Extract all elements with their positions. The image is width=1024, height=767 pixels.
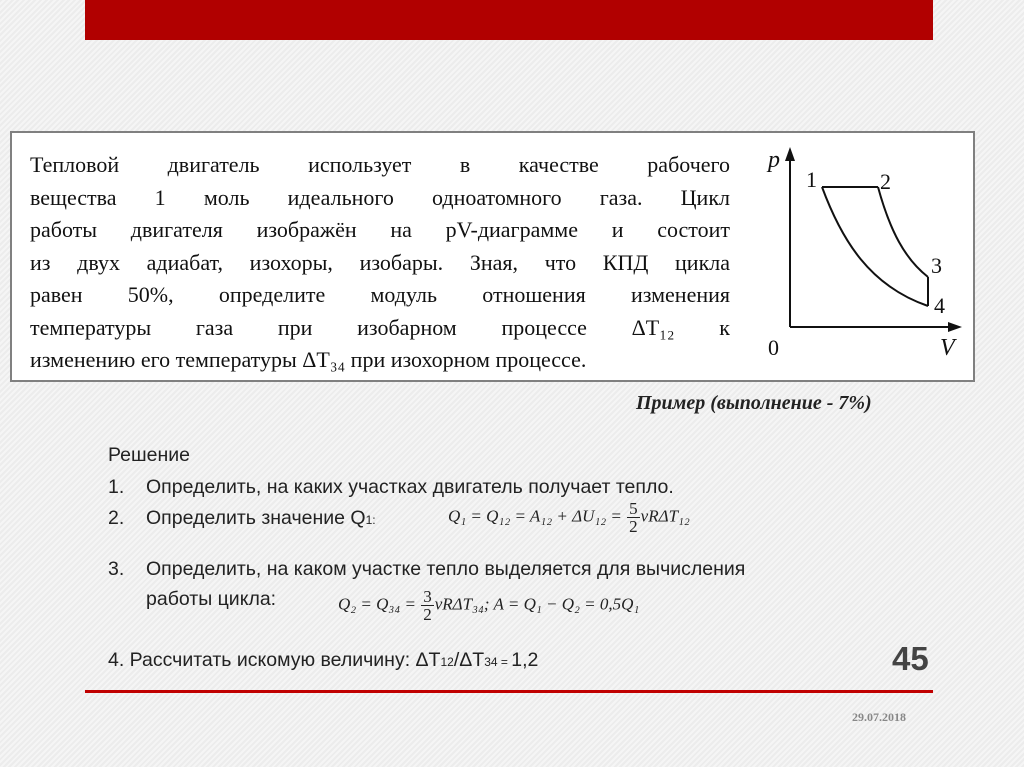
step-text: Определить, на каких участках двигатель получает тепло. xyxy=(146,476,674,498)
step-1 xyxy=(108,476,674,499)
step-number: 3. xyxy=(108,558,125,580)
point-1-label: 1 xyxy=(806,167,817,192)
formula-lhs: Q₂ = Q₃₄ = xyxy=(338,594,421,614)
step-text: /ΔT xyxy=(453,649,485,671)
point-4-label: 4 xyxy=(934,293,945,318)
fraction xyxy=(421,588,434,623)
step-text: 4. Рассчитать искомую величину: ΔT xyxy=(108,649,441,671)
step-subscript: 1 xyxy=(365,513,373,527)
solution-heading: Решение xyxy=(108,444,190,466)
step-text: Определить, на каком участке тепло выделяется для вычисления xyxy=(146,558,746,580)
problem-text xyxy=(30,149,730,377)
point-3-label: 3 xyxy=(931,253,942,278)
v-axis-arrow xyxy=(948,322,962,332)
fraction-numerator: 3 xyxy=(423,587,432,606)
problem-line: вещества 1 моль идеального одноатомного газа. Цикл xyxy=(30,184,730,210)
fraction-denominator: 2 xyxy=(423,605,432,624)
point-2-label: 2 xyxy=(880,169,891,194)
formula-lhs: Q₁ = Q₁₂ = A₁₂ + ΔU₁₂ = xyxy=(448,506,627,526)
problem-line: равен 50%, определите модуль отношения изменения xyxy=(30,282,730,307)
problem-line: Тепловой двигатель использует в качестве рабочего xyxy=(30,152,730,177)
fraction xyxy=(627,500,640,535)
formula-rhs: νRΔT₃₄; A = Q₁ − Q₂ = 0,5Q₁ xyxy=(434,594,640,614)
step-3-continuation: работы цикла: xyxy=(146,588,277,610)
problem-line: работы двигателя изображён на pV-диаграмме и состоит xyxy=(30,217,730,242)
origin-label: 0 xyxy=(768,335,779,360)
step-4 xyxy=(108,649,538,672)
step-subscript: 12 xyxy=(440,655,454,669)
step-2 xyxy=(108,507,376,530)
example-caption: Пример (выполнение - 7%) xyxy=(636,392,872,414)
problem-line: изменению его температуры ΔT₃₄ при изохорном процессе. xyxy=(30,347,587,372)
p-axis-label: p xyxy=(768,147,780,173)
slide-number: 45 xyxy=(892,640,929,677)
problem-box xyxy=(10,131,975,382)
fraction-numerator: 5 xyxy=(629,499,638,518)
footer-rule xyxy=(85,690,933,693)
adiabat-1-4 xyxy=(822,187,928,306)
step-colon: : xyxy=(372,513,376,527)
step-text: Определить значение Q xyxy=(146,507,366,529)
slide-date: 29.07.2018 xyxy=(852,710,906,724)
pv-diagram-svg xyxy=(760,141,970,371)
problem-line: температуры газа при изобарном процессе ΔT₁₂ к xyxy=(30,314,730,340)
problem-line: из двух адиабат, изохоры, изобары. Зная, что КПД цикла xyxy=(30,249,730,275)
formula-rhs: νRΔT₁₂ xyxy=(640,506,690,526)
step-3 xyxy=(108,558,745,581)
formula-q2 xyxy=(338,588,639,623)
step-number: 1. xyxy=(108,476,125,498)
title-bar xyxy=(85,0,933,40)
result-value: 1,2 xyxy=(511,649,539,671)
step-subscript: 34 xyxy=(484,655,498,669)
fraction-denominator: 2 xyxy=(629,517,638,536)
step-equals: = xyxy=(497,655,512,669)
p-axis-arrow xyxy=(785,147,795,161)
adiabat-2-3 xyxy=(878,187,928,277)
formula-q1 xyxy=(448,500,690,535)
pv-diagram xyxy=(760,141,970,371)
step-number: 2. xyxy=(108,507,125,529)
v-axis-label: V xyxy=(940,335,955,361)
